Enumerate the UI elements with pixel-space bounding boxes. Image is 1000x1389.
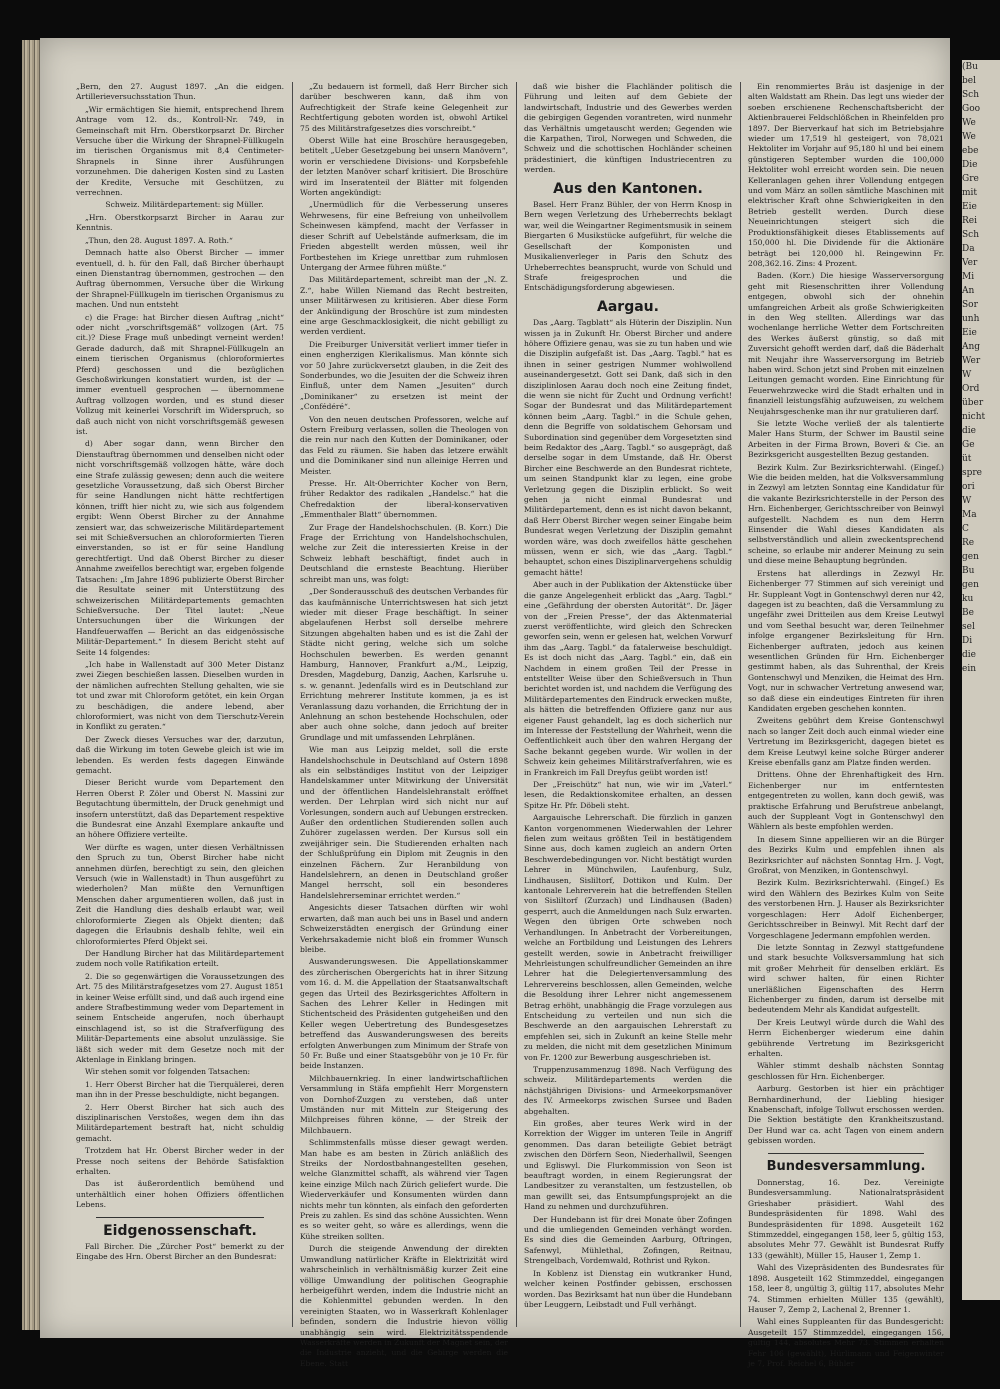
text-paragraph: Sie letzte Woche verließ der als talentierte Maler Hans Sturm, der Schwer im Baustil seine Arbeiten in der Firma Brown, Boveri & Cie. an Bezirksgericht ausgestellten Bezug gestanden. — [748, 419, 944, 460]
text-paragraph: Von den neuen deutschen Professoren, welche auf Ostern Freiburg verlassen, sollen die Theologen von die rein nur nach den Kutten der Dominikaner, oder das Feld zu räumen. Sie haben das letzere erwählt und die Dominikaner sind nun alleinige Herren und Meister. — [300, 414, 508, 476]
text-paragraph: Der Zweck dieses Versuches war der, darzutun, daß die Wirkung im toten Gewebe gleich ist wie im lebenden. Es werden fests dagegen Einwände gemacht. — [76, 734, 284, 775]
text-paragraph: Wer dürfte es wagen, unter diesen Verhältnissen den Spruch zu tun, Oberst Bircher habe nicht annehmen dürfen, berechtigt zu sein, den gleichen Versuch (wie in Wallenstadt) in Thun ausgeführt zu wiederholen? Man müßte den Vernunftigen Menschen daher argumentieren wollen, daß just in Zeit die Handlung dies deshalb erlaubt war, weil chloroformierte Ziegen als Objekt dienten; daß dagegen die Erlaubnis deshalb fehlte, weil ein chloroformiertes Pferd Objekt sei. — [76, 842, 284, 946]
text-paragraph: „Der Sonderausschuß des deutschen Verbandes für das kaufmännische Unterrichtswesen hat sich jetzt wieder mit dieser Frage beschäftigt. In seiner abgelaufenen Herbst soll derselbe mehrere Sitzungen abgehalten haben und es ist die Zahl der Städte nicht gering, welche sich um solche Hochschulen bewerben. Es werden genannt Hamburg, Hannover, Frankfurt a./M., Leipzig, Dresden, Magdeburg, Danzig, Aachen, Karlsruhe u. s. w. genannt. Jedenfalls wird es in Deutschland zur Errichtung mehrerer Institute kommen, ja es ist Veranlassung dazu vorhanden, die Errichtung der in Anlehnung an schon bestehende Hochschulen, oder aber auch ohne solche, dann jedoch auf breiter Grundlage und mit umfassenden Lehrplänen. — [300, 587, 508, 742]
text-paragraph: Auswanderungswesen. Die Appellationskammer des zürcherischen Obergerichts hat in ihrer Sitzung vom 16. d. M. die Appellation der Staatsanwaltschaft gegen das Urteil des Bezirksgerichtes Affoltern in Sachen des Lehrer Keller in Hedingen mit Stichentscheid des Präsidenten gutgeheißen und den Keller wegen Uebertretung des Bundesgesetzes betreffend das Auswanderungswesen des bereits erfolgten Anwerbungen zum Minimum der Strafe von 50 Fr. Buße und einer Staatsgebühr von je 10 Fr. für beide Instanzen. — [300, 957, 508, 1071]
text-paragraph: Zweitens gebührt dem Kreise Gontenschwyl nach so langer Zeit doch auch einmal wieder eine Vertretung im Bezirksgericht, dagegen bietet es dem Kreise Leutwyl keine solche Bürger anderer Kreise ebenfalls ganz am Platze finden werden. — [748, 716, 944, 767]
text-paragraph: Die letzte Sonntag in Zezwyl stattgefundene und stark besuchte Volksversammlung hat sich mit großer Mehrheit für denselben erklärt. Es wird schwer halten, für einen Richter unerläßlichen Eigenschaften des Herrn Eichenberger zu finden, darum ist derselbe mit bedeutendem Mehr als Kandidat aufgestellt. — [748, 942, 944, 1015]
text-paragraph: Wie man aus Leipzig meldet, soll die erste Handelshochschule in Deutschland auf Ostern 1898 als ein selbständiges Institut von der Leipziger Handelskammer unter Mitwirkung der Universität und der öffentlichen Handelslehranstalt eröffnet werden. Der Lehrplan wird sich nicht nur auf Vorlesungen, sondern auch auf Uebungen erstrecken. Außer den ordentlichen Studierenden sollen auch Zuhörer zugelassen werden. Der Kursus soll ein zweijähriger sein. Die Studierenden erhalten nach der Schlußprüfung ein Diplom mit Zeugnis in den einzelnen Fächern. Zur Heranbildung von Handelslehrern, an denen in Deutschland großer Mangel herrscht, soll ein besonderes Handelslehrerseminar errichtet werden.“ — [300, 745, 508, 900]
text-paragraph: In Koblenz ist Dienstag ein wutkranker Hund, welcher keinen Postfinder gebissen, erschossen worden. Das Bezirksamt hat nun über die Hundebann über Leuggern, Leibstadt und Full verhängt. — [524, 1268, 732, 1309]
text-paragraph: „Ich habe in Wallenstadt auf 300 Meter Distanz zwei Ziegen beschießen lassen. Dieselben wurden in der nämlichen aufrechten Stellung gehalten, wie sie tot und zwar mit Chloroform getötet, ein kein Organ zu beschädigen, die andere lebend, aber chloroformiert, was nicht von dem Tierschutz-Verein in Konflikt zu geraten.“ — [76, 659, 284, 732]
edge-text-fragment: Ver — [962, 258, 978, 268]
edge-text-fragment: über — [962, 398, 984, 408]
text-paragraph: d) Aber sogar dann, wenn Bircher den Dienstauftrag übernommen und denselben nicht oder nicht vorschriftsgemäß vollzogen hätte, wäre doch eine Strafe zulässig gewesen; denn auch die weitere gesetzliche Voraussetzung, daß sich Oberst Bircher für seine Handlungen nicht hätte rechtfertigen können, trifft hier nicht zu, wie sich aus folgendem ergibt: Wenn Oberst Bircher zu der Annahme zensiert war, das schweizerische Militärdepartement sei mit Schießversuchen an chloroformierten Tieren einverstanden, so ist er für seine Handlung gerechtfertigt. Und daß Oberst Bircher zu dieser Annahme zweifellos berechtigt war, ergeben folgende Tatsachen: „Im Jahre 1896 publizierte Oberst Bircher die Resultate seiner mit Unterstützung des schweizerischen Militärdepartements gemachten Schießversuche. Der Titel lautet: „Neue Untersuchungen über die Wirkungen der Handfeuerwaffen — Bericht an das eidgenössische Militär-Departement.“ In diesem Bericht steht auf Seite 14 folgendes: — [76, 439, 284, 657]
edge-text-fragment: Ord — [962, 384, 980, 394]
text-paragraph: Aargauische Lehrerschaft. Die fürzlich in ganzen Kanton vorgenommenen Wiederwahlen der Lehrer fielen zum weitaus größten Teil in bestätigendem Sinne aus, doch kamen zugleich an andern Orten Beschwerdebedingungen vor. Nicht bestätigt wurden Lehrer in Münchwilen, Laufenburg, Sulz, Lindhausen, Sisliltorf, Dottikon und Kulm. Der kantonale Lehrerverein hat die betreffenden Stellen von Sisliltorf (Zurzach) und Lindhausen (Baden) gesperrt, auch die Anmeldungen nach Sulz erwarten. Wegen den übrigen Orte schweben noch Verhandlungen. In Anbetracht der Vorbereitungen, welche an Fortbildung und Leistungen des Lehrers gestellt werden, sowie in Anbetracht freiwilliger Mehrleistungen schulfreundlicher Gemeinden an ihre Lehrer hat die Delegiertenversammlung des Lehrervereins beschlossen, allen Gemeinden, welche die Besoldung ihrer Lehrer nicht angemessenem Betrag erhöht, unabhängig die Frage vorzulegen aus Entscheidung zu verteilen und nun sich die Beschwerde an den aargauischen Lehrerstaft zu empfehlen sei, sich in Zukunft an keine Stelle mehr zu melden, die nicht mit dem gesetzlichen Minimum von Fr. 1200 zur Bewerbung ausgeschrieben ist. — [524, 813, 732, 1062]
edge-text-fragment: Wer — [962, 356, 981, 366]
edge-text-fragment: (Bu — [962, 62, 978, 72]
text-paragraph: Ein renommiertes Bräu ist dasjenige in der alten Waldstatt am Rhein. Das legt uns wieder der soeben erschienene Rechenschaftsbericht der Aktienbrauerei Feldschlößchen in Rheinfelden pro 1897. Der Bierverkauf hat sich im Betriebsjahre wieder um 17,519 hl gesteigert, von 78,021 Hektoliter im Vorjahr auf 95,180 hl und bei einem günstigeren September wurden die 100,000 Hektoliter wohl erreicht worden sein. Die neuen Kelleranlagen gehen ihrer Vollendung entgegen und vom März an sollen sämtliche Maschinen mit elektrischer Kraft ohne Schwierigkeiten in den Betrieb gestellt werden. Durch diese Neueinrichtungen steigert sich die Produktionsfähigkeit dieses Etablissements auf 150,000 hl. Die Dividende für die Aktionäre beträgt bei 120,000 hl. Reingewinn Fr. 208,362.16. Zins: 4 Prozent. — [748, 82, 944, 268]
column-4 — [748, 82, 944, 1371]
text-paragraph: Basel. Herr Franz Bühler, der von Herrn Knosp in Bern wegen Verletzung des Urheberrechts beklagt war, weil die Weingartner Regimentsmusik in seinem Biergarten 6 Musikstücke aufgeführt, für welche die Gesellschaft der Komponisten und Musikalienverleger in Paris den Schutz des Urheberrechtes beansprucht, wurde von Schuld und Strafe freigesprochen und die Entschädigungsforderung abgewiesen. — [524, 200, 732, 293]
text-paragraph: Wahl eines Suppleanten für das Bundesgericht: Ausgeteilt 157 Stimmzeddel, eingegangen 156, gültig 144, absolutes Mehr 73. Stimmen erhalten Fehr 106 (gewählt), Hürlimann und Feigenwinter je 7, Prof. Reichel 6, Bühler — [748, 1317, 944, 1368]
section-divider — [96, 1217, 264, 1218]
text-paragraph: Demnach hatte also Oberst Bircher — immer eventuell, d. h. für den Fall, daß Bircher überhaupt einen Dienstantrag übernommen, gestrochen — den Auftrag übernommen, Versuche über die Wirkung der Shrapnel-Füllkugeln im tierischen Organismus zu machen. Und nun entsteht — [76, 248, 284, 310]
book-spine-edge — [22, 40, 40, 1330]
column-divider — [740, 82, 741, 1327]
text-paragraph: Zur Frage der Handelshochschulen. (B. Korr.) Die Frage der Errichtung von Handelshochschulen, welche zur Zeit die interessierten Kreise in der Schweiz lebhaft beschäftigt, findet auch in Deutschland die ernsteste Beachtung. Hierüber schreibt man uns, was folgt: — [300, 522, 508, 584]
edge-text-fragment: Eie — [962, 202, 977, 212]
text-paragraph: Das ist äußerordentlich bemühend und unterhältlich einer hohen Offiziers öffentlichen Lebens. — [76, 1179, 284, 1210]
text-paragraph: Erstens hat allerdings in Zezwyl Hr. Eichenberger 77 Stimmen auf sich vereinigt und Hr. Suppleant Vogt in Gontenschwyl deren nur 42, dagegen ist zu beachten, daß die Versammlung zu ungefähr zwei Dritteilen aus dem Kreise Leutwyl und vom Seethal besucht war, deren Teilnehmer infolge ergangener Bezirksleitung für Hrn. Eichenberger auftraten, jedoch aus keinen wesentlichen Gründen für Hrn. Eichenberger gestimmt haben, als das Suhrenthal, der Kreis Gontenschwyl und Menziken, die Heimat des Hrn. Vogt, nur in schwacher Vertretung anwesend war, so daß diese ein eindeutiges Eintreten für ihren Kandidaten ergeben geschehen konnten. — [748, 568, 944, 713]
text-paragraph: Die Freiburger Universität verliert immer tiefer in einen engherzigen Klerikalismus. Man könnte sich vor 50 Jahre zurückversetzt glauben, in die Zeit des Sonderbundes, wo die Jesuiten der die Schweiz ihren Einfluß, unter dem Namen „Jesuiten“ durch „Dominikaner“ zu ersetzen ist meint der „Confédéré“. — [300, 339, 508, 412]
text-paragraph: Baden. (Korr.) Die hiesige Wasserversorgung geht mit Riesenschritten ihrer Vollendung entgegen, obwohl sich der ohnehin umfangreichen Arbeit als große Schwierigkeiten in den Weg stellten. Allerdings war das wochenlange herrliche Wetter dem Fortschreiten des Werkes äußerst günstig, so daß mit Zuversicht gehofft werden darf, daß die Bäderhalt mit Neujahr ihre Wasserversorgung im Betrieb haben wird. Schon jetzt sind Proben mit einzelnen Leitungen gemacht worden. Eine Einrichtung für Feuerwehrzwecke wird die Stadt erhalten und in finanziell leistungsfähig aufzuweisen, zu welchem Neujahrsgeschenke man ihr nur gratulieren darf. — [748, 271, 944, 416]
edge-text-fragment: C — [962, 524, 969, 534]
text-paragraph: Angesichts dieser Tatsachen dürften wir wohl erwarten, daß man auch bei uns in Basel und andern Schweizerstädten energisch der Gründung einer Verkehrsakademie nicht bloß ein frommer Wunsch bleibe. — [300, 903, 508, 954]
text-paragraph: Schweiz. Militärdepartement: sig Müller. — [105, 200, 264, 210]
edge-text-fragment: ku — [962, 594, 974, 604]
text-paragraph: In diesem Sinne appellieren wir an die Bürger des Bezirks Kulm und empfehlen ihnen als Bezirksrichter auf nächsten Sonntag Hrn. J. Vogt, Großrat, von Menziken, in Gontenschwyl. — [748, 834, 944, 876]
text-paragraph: Wir stehen somit vor folgenden Tatsachen: — [85, 1067, 251, 1077]
text-paragraph: Wähler stimmt deshalb nächsten Sonntag geschlossen für Hrn. Eichenberger. — [748, 1061, 944, 1081]
column-1 — [76, 82, 284, 1265]
text-paragraph: Donnerstag, 16. Dez. Vereinigte Bundesversammlung. Nationalratspräsident Grieshaber präsidiert. Wahl des Bundespräsidenten für 1898. Wahl des Bundespräsidenten für 1898. Ausgeteilt 162 Stimmzeddel, eingegangen 158, leer 5, gültig 153, absolutes Mehr 77. Gewählt ist Bundesrat Ruffy 133 (gewählt), Müller 15, Hauser 1, Zemp 1. — [748, 1178, 944, 1260]
column-divider — [516, 82, 517, 1327]
text-paragraph: Presse. Hr. Alt-Oberrichter Kocher von Bern, früher Redaktor des radikalen „Handelsc.“ hat die Chefredaktion der liberal-konservativen „Emmenthaler Blatt“ übernommen. — [300, 479, 508, 520]
edge-text-fragment: We — [962, 118, 976, 128]
edge-text-fragment: Bu — [962, 566, 975, 576]
section-heading: Aargau. — [597, 298, 659, 315]
edge-text-fragment: ebe — [962, 146, 979, 156]
edge-text-fragment: Die — [962, 160, 978, 170]
edge-text-fragment: Eie — [962, 328, 977, 338]
text-paragraph: Truppenzusammenzug 1898. Nach Verfügung des schweiz. Militärdepartements werden die nächstjährigen Divisions- und Armeekorpsmanöver des IV. Armeekorps zwischen Sursee und Baden abgehalten. — [524, 1064, 732, 1116]
edge-text-fragment: Di — [962, 636, 973, 646]
edge-text-fragment: üt — [962, 454, 972, 464]
text-paragraph: Bezirk Kulm. Zur Bezirksrichterwahl. (Eingeſ.) Wie die beiden melden, hat die Volksversammlung in Zezwyl am letzten Sonntag eine Kandidatur für die vakante Bezirksrichterstelle in der Person des Hrn. Eichenberger, Gerichtsschreiber von Beinwyl aufgestellt. Nachdem es nun dem Herrn Einsender die Wahl dieses Kandidaten als selbstverständlich und allein zweckentsprechend scheine, so erlaube mir anderer Meinung zu sein und diese meine Behauptung begründen. — [748, 462, 944, 566]
text-paragraph: Der Kreis Leutwyl würde durch die Wahl des Herrn Eichenberger wiederum eine dahin gebührende Vertretung im Bezirksgericht erhalten. — [748, 1017, 944, 1058]
text-paragraph: Fall Bircher. Die „Zürcher Post“ bemerkt zu der Eingabe des Hrn. Oberst Bircher an den Bundesrat: — [76, 1242, 284, 1262]
edge-text-fragment: Sor — [962, 300, 978, 310]
column-divider — [292, 82, 293, 1327]
section-heading: Aus den Kantonen. — [553, 180, 703, 197]
text-paragraph: Das „Aarg. Tagblatt“ als Hüterin der Disziplin. Nun wissen ja in Zukunft Hr. Oberst Bircher und andere höhere Offiziere genau, was sie zu tun haben und wie die Disziplin aufgefaßt ist. Das „Aarg. Tagbl.“ hat es ihnen in seiner gestrigen Nummer wohlwollend auseinandergesetzt. Gott sei Dank, daß sich in den disziplinlosen Aarau doch noch eine Zeitung findet, die wenn sie nicht für Zucht und Ordnung verficht! Sogar der Bundesrat und das Militärdepartement können beim „Aarg. Tagbl.“ in die Schule gehen, denn die Begriffe von soldatischem Gehorsam und Subordination sind gegenüber dem Vorgesetzten sind beim Redaktor des „Aarg. Tagbl.“ so ausgeprägt, daß derselbe sogar in dem Umstande, daß Hr. Oberst Bircher eine Beschwerde an den Bundesrat richtete, um seinen Standpunkt klar zu legen, eine grobe Verletzung gegen die Disziplin erblickt. So weit gehen ja nicht einmal Bundesrat und Militärdepartement, denn es ist nicht davon bekannt, daß Herr Oberst Bircher wegen seiner Eingabe beim Bundesrat wegen Verletzung der Disziplin gemahnt worden wäre, was doch zweifellos hätte geschehen müssen, wenn er sich, wie das „Aarg. Tagbl.“ behauptet, schon eines Disziplinarvergehens schuldig gemacht hätte! — [524, 318, 732, 577]
text-paragraph: Dieser Bericht wurde vom Departement den Herren Oberst P. Zöler und Oberst N. Massini zur Begutachtung übermitteln, der Druck genehmigt und insofern unterstützt, daß das Departement respektive die Bundesrat eine Anzahl Exemplare ankaufte und an höhere Offiziere verteilte. — [76, 778, 284, 840]
edge-text-fragment: nicht — [962, 412, 986, 422]
edge-text-fragment: Ma — [962, 510, 977, 520]
edge-text-fragment: Sch — [962, 90, 980, 100]
text-paragraph: 2. Die so gegenwärtigen die Voraussetzungen des Art. 75 des Militärstrafgesetzes vom 27. August 1851 in keiner Weise erfüllt sind, und daß auch irgend eine andere Strafbestimmung weder vom Departement in seinem Entscheide angerufen, noch überhaupt einschlagend ist, so ist die Strafverfügung des Militär-Departements eine absolut unzulässige. Sie läßt sich weder mit dem Gesetze noch mit der Aktenlage in Einklang bringen. — [76, 971, 284, 1064]
adjacent-page-edge — [962, 60, 1000, 1300]
edge-text-fragment: W — [962, 496, 972, 506]
text-paragraph: Das Militärdepartement, schreibt man der „N. Z. Z.“, habe Willen Niemand das Recht bestreiten, unser Militärwesen zu kritisieren. Aber diese Form der Ankündigung der Broschüre ist zum mindesten eine arge Geschmacklosigkeit, die nicht gebilligt zu werden verdient. — [300, 275, 508, 337]
edge-text-fragment: sel — [962, 622, 975, 632]
text-paragraph: Ein großes, aber teures Werk wird in der Korrektion der Wigger im unteren Teile in Angriff genommen. Das daran beteiligte Gebiet beträgt zwischen den Dörfern Seon, Niederhallwil, Seengen und Egliswyl. Die Flurkommission von Seon ist beauftragt worden, in einem Regierungsrat der Landbesitzer zu veranstalten, um festzustellen, ob man gewillt sei, das Entsumpfungsprojekt an die Hand zu nehmen und durchzuführen. — [524, 1119, 732, 1212]
edge-text-fragment: mit — [962, 188, 978, 198]
edge-text-fragment: die — [962, 426, 976, 436]
text-paragraph: Trotzdem hat Hr. Oberst Bircher weder in der Presse noch seitens der Behörde Satisfaktion erhalten. — [76, 1146, 284, 1177]
edge-text-fragment: Re — [962, 538, 975, 548]
edge-text-fragment: bel — [962, 76, 976, 86]
newspaper-page — [40, 38, 950, 1368]
edge-text-fragment: unh — [962, 314, 980, 324]
edge-text-fragment: spre — [962, 468, 983, 478]
section-heading: Eidgenossenschaft. — [103, 1222, 257, 1239]
text-paragraph: Der „Freischütz“ hat nun, wie wir im „Vaterl.“ lesen, die Redaktionskomitee erhalten, an dessen Spitze Hr. Pfr. Döbeli steht. — [524, 780, 732, 810]
edge-text-fragment: Ge — [962, 440, 975, 450]
text-paragraph: Bezirk Kulm. Bezirksrichterwahl. (Eingeſ.) Es wird den Wählern des Bezirkes Kulm von Seite des verstorbenen Hrn. J. Hauser als Bezirksrichter vorgeschlagen: Herr Adolf Eichenberger, Gerichtsschreiber in Beinwyl. Mit Recht darf der Vorgeschlagene Jedermann empfohlen werden. — [748, 878, 944, 940]
text-paragraph: c) die Frage: hat Bircher diesen Auftrag „nicht“ oder nicht „vorschriftsgemäß“ vollzogen (Art. 75 cit.)? Diese Frage muß unbedingt verneint werden! Gerade dadurch, daß mit Shrapnel-Füllkugeln an einem tierischen Organismus (chloroformiertes Pferd) geschossen und die bezüglichen Geschoßwirkungen konstatiert wurden, ist der — immer eventuell gesprochen — übernommene Auftrag vollzogen worden, und es stund dieser Vollzug mit keinerlei Vorschrift im Widerspruch, so daß auch nicht von nicht vorschriftsgemäß gewesen ist. — [76, 312, 284, 436]
edge-text-fragment: Rei — [962, 216, 977, 226]
text-paragraph: Oberst Wille hat eine Broschüre herausgegeben, betitelt „Ueber Gesetzgebung bei unsern Manövern“, worin er verschiedene Divisions- und Korpsbefehle der letzten Manöver scharf kritisiert. Die Broschüre wird im Inseratenteil der Blätter mit folgenden Worten angekündigt: — [300, 136, 508, 198]
edge-text-fragment: die — [962, 650, 976, 660]
text-paragraph: Der Hundebann ist für drei Monate über Zofingen und die umliegenden Gemeinden verhängt worden. Es sind dies die Gemeinden Aarburg, Oftringen, Safenwyl, Mühlethal, Zofingen, Reitnau, Strengelbach, Vordemwald, Rothrist und Rykon. — [524, 1214, 732, 1266]
text-paragraph: Drittens. Ohne der Ehrenhaftigkeit des Hrn. Eichenberger nur im entferntesten entgegentreten zu wollen, kann doch gewiß, was praktische Erfahrung und Berufstreue anbelangt, auch der Suppleant Vogt in Gontenschwyl den Wählern als beste empfohlen werden. — [748, 770, 944, 832]
edge-text-fragment: Ang — [962, 342, 981, 352]
text-paragraph: Wahl des Vizepräsidenten des Bundesrates für 1898. Ausgeteilt 162 Stimmzeddel, eingegangen 158, leer 8, ungültig 3, gültig 117, absolutes Mehr 74. Stimmen erhielten Müller 135 (gewählt), Hauser 7, Zemp 2, Lachenal 2, Brenner 1. — [748, 1263, 944, 1314]
edge-text-fragment: Da — [962, 244, 975, 254]
text-paragraph: „Thun, den 28. August 1897. A. Roth.“ — [85, 235, 233, 245]
edge-text-fragment: Goo — [962, 104, 981, 114]
text-paragraph: 2. Herr Oberst Bircher hat sich auch des disziplinarischen Verstoßes, wegen dem ihn das Militärdepartement bestraft hat, nicht schuldig gemacht. — [76, 1102, 284, 1143]
text-paragraph: „Unermüdlich für die Verbesserung unseres Wehrwesens, für eine Befreiung von unheilvollem Scheinwesen kämpfend, macht der Verfasser in dieser Schrift auf Uebelstände aufmerksam, die im Frieden abgestellt werden müssen, weil ihr Fortbestehen im Kriege unrettbar zum ruhmlosen Untergang der Armee führen müßte.“ — [300, 200, 508, 272]
edge-text-fragment: We — [962, 132, 976, 142]
column-2 — [300, 82, 508, 1371]
text-paragraph: Durch die steigende Anwendung der direkten Umwandlung natürlicher Kräfte in Elektrizität wird wahrscheinlich in verhältnismäßig kurzer Zeit eine völlige Umwandlung der politischen Geographie herbeigeführt werden, indem die Industrie nicht an die Kohlenmittel gebunden werden. In den vereinigten Staaten, wo in Wasserkraft Kohlenlager befinden, sondern die Industrie hievon völlig unabhängig sein wird. Elektrizitätsspendende Wasserkräfte werden in Zukunft der Magnet sein, der die Industrie anzieht, und die Gebirge werden die Ebene. Statt — [300, 1244, 508, 1368]
column-3 — [524, 82, 732, 1312]
edge-text-fragment: Be — [962, 608, 974, 618]
text-paragraph: 1. Herr Oberst Bircher hat die Tierquälerei, deren man ihn in der Presse beschuldigte, nicht begangen. — [76, 1079, 284, 1100]
edge-text-fragment: gen — [962, 580, 979, 590]
text-paragraph: Aarburg. Gestorben ist hier ein prächtiger Bernhardinerhund, der Liebling hiesiger Knabenschaft, infolge Tollwut erschossen werden. Die Sektion bestätigte den Krankheitszustand. Der Hund war ca. acht Tagen von einem andern gebissen worden. — [748, 1084, 944, 1146]
text-paragraph: „Hrn. Oberstkorpsarzt Bircher in Aarau zur Kenntnis. — [76, 212, 284, 233]
text-paragraph: Schlimmstenfalls müsse dieser gewagt werden. Man habe es am besten in Zürich anläßlich des Streiks der Nordostbahnangestellten gesehen, welche Glanzmittel schafft, als während vier Tagen keine einzige Milch nach Zürich geliefert wurde. Die Wiederverkäufer und Konsumenten würden dann nichts mehr tun könnten, als einfach den geforderten Preis zu zahlen. Es sind das schöne Aussichten. Wenn es so weiter geht, so wäre es allerdings, wenn die Kühe streiken sollten. — [300, 1138, 508, 1241]
edge-text-fragment: Mi — [962, 272, 975, 282]
text-paragraph: Der Handlung Bircher hat das Militärdepartement zudem noch volle Ratifikation erteilt. — [76, 948, 284, 969]
edge-text-fragment: W — [962, 370, 972, 380]
section-divider — [768, 1153, 924, 1154]
edge-text-fragment: gen — [962, 552, 979, 562]
edge-text-fragment: Gre — [962, 174, 979, 184]
section-heading: Bundesversammlung. — [766, 1158, 926, 1174]
edge-text-fragment: ori — [962, 482, 975, 492]
text-paragraph: Milchbauernkrieg. In einer landwirtschaftlichen Versammlung in Stäfa empfiehlt Herr Morgenstern von Dornhof-Zuzgen zu versteben, daß unter Umständen nur mit Mitteln zur Steigerung des Milchpreises führen könne, — der Streik der Milchbauern. — [300, 1073, 508, 1135]
edge-text-fragment: An — [962, 286, 975, 296]
edge-text-fragment: ein — [962, 664, 977, 674]
text-paragraph: „Zu bedauern ist formell, daß Herr Bircher sich darüber beschweren kann, daß ihm von Aufrechtigkeit der Strafe keine Gelegenheit zur Rechtfertigung geboten worden ist, obwohl Artikel 75 des Militärstrafgesetzes dies vorschreibt.“ — [300, 82, 508, 133]
text-paragraph: Aber auch in der Publikation der Aktenstücke über die ganze Angelegenheit erblickt das „Aarg. Tagbl.“ eine „Gefährdung der obersten Autorität“. Dr. Jäger von der „Freien Presse“, der das Aktenmaterial zuerst veröffentlichte, wird gleich den Schrecken geworfen sein, wenn er gelesen hat, welchen Vorwurf ihm das „Aarg. Tagbl.“ da fatalerweise beschuldigt. Es ist doch nicht das „Aarg. Tagbl.“ ein, daß ein Nachdem in einem großen Teil der Presse in entstellter Weise über den Schießversuch in Thun berichtet worden ist, und nachdem die Verfügung des Militärdepartementes den Eindruck erwecken mußte, als hätten die betreffenden Offiziere ganz nur aus eigener Faust gehandelt, lag es doch sicherlich nur im Interesse der Feststellung der Wahrheit, wenn die Oeffentlichkeit auch über den wahren Hergang der Sache bekannt gegeben wurde. Wir wollen in der Schweiz kein geheimes Militärstrafverfahren, wie es in Frankreich im Fall Dreyfus geübt worden ist! — [524, 580, 732, 777]
text-paragraph: daß wie bisher die Flachländer politisch die Führung und leiten auf dem Gebiete der landwirtschaft, Industrie und des Gewerbes werden die gebirgigen Gegenden vorantreten, wird nunmehr das Verhältnis umgetauscht werden; Gegenden wie die Karpathen, Tirol, Norwegen und Schweden, die Schweiz und die schottischen Hochländer scheinen prädestiniert, die künftigen Industriecentren zu werden. — [524, 82, 732, 175]
text-paragraph: „Wir ermächtigen Sie hiemit, entsprechend Ihrem Antrage vom 12. ds., Kontroll-Nr. 749, in Gemeinschaft mit Hrn. Oberstkorpsarzt Dr. Bircher Versuche über die Wirkung der Shrapnel-Füllkugeln im tierischen Organismus mit 8,4 Centimeter-Shrapnels in Sinne ihrer Ausführungen vorzunehmen. Die daherigen Kosten sind zu Lasten der Kredite, Versuche mit Geschützen, zu verrechnen. — [76, 104, 284, 198]
edge-text-fragment: Sch — [962, 230, 980, 240]
text-paragraph: „Bern, den 27. August 1897. „An die eidgen. Artillerieversuchsstation Thun. — [76, 82, 284, 102]
